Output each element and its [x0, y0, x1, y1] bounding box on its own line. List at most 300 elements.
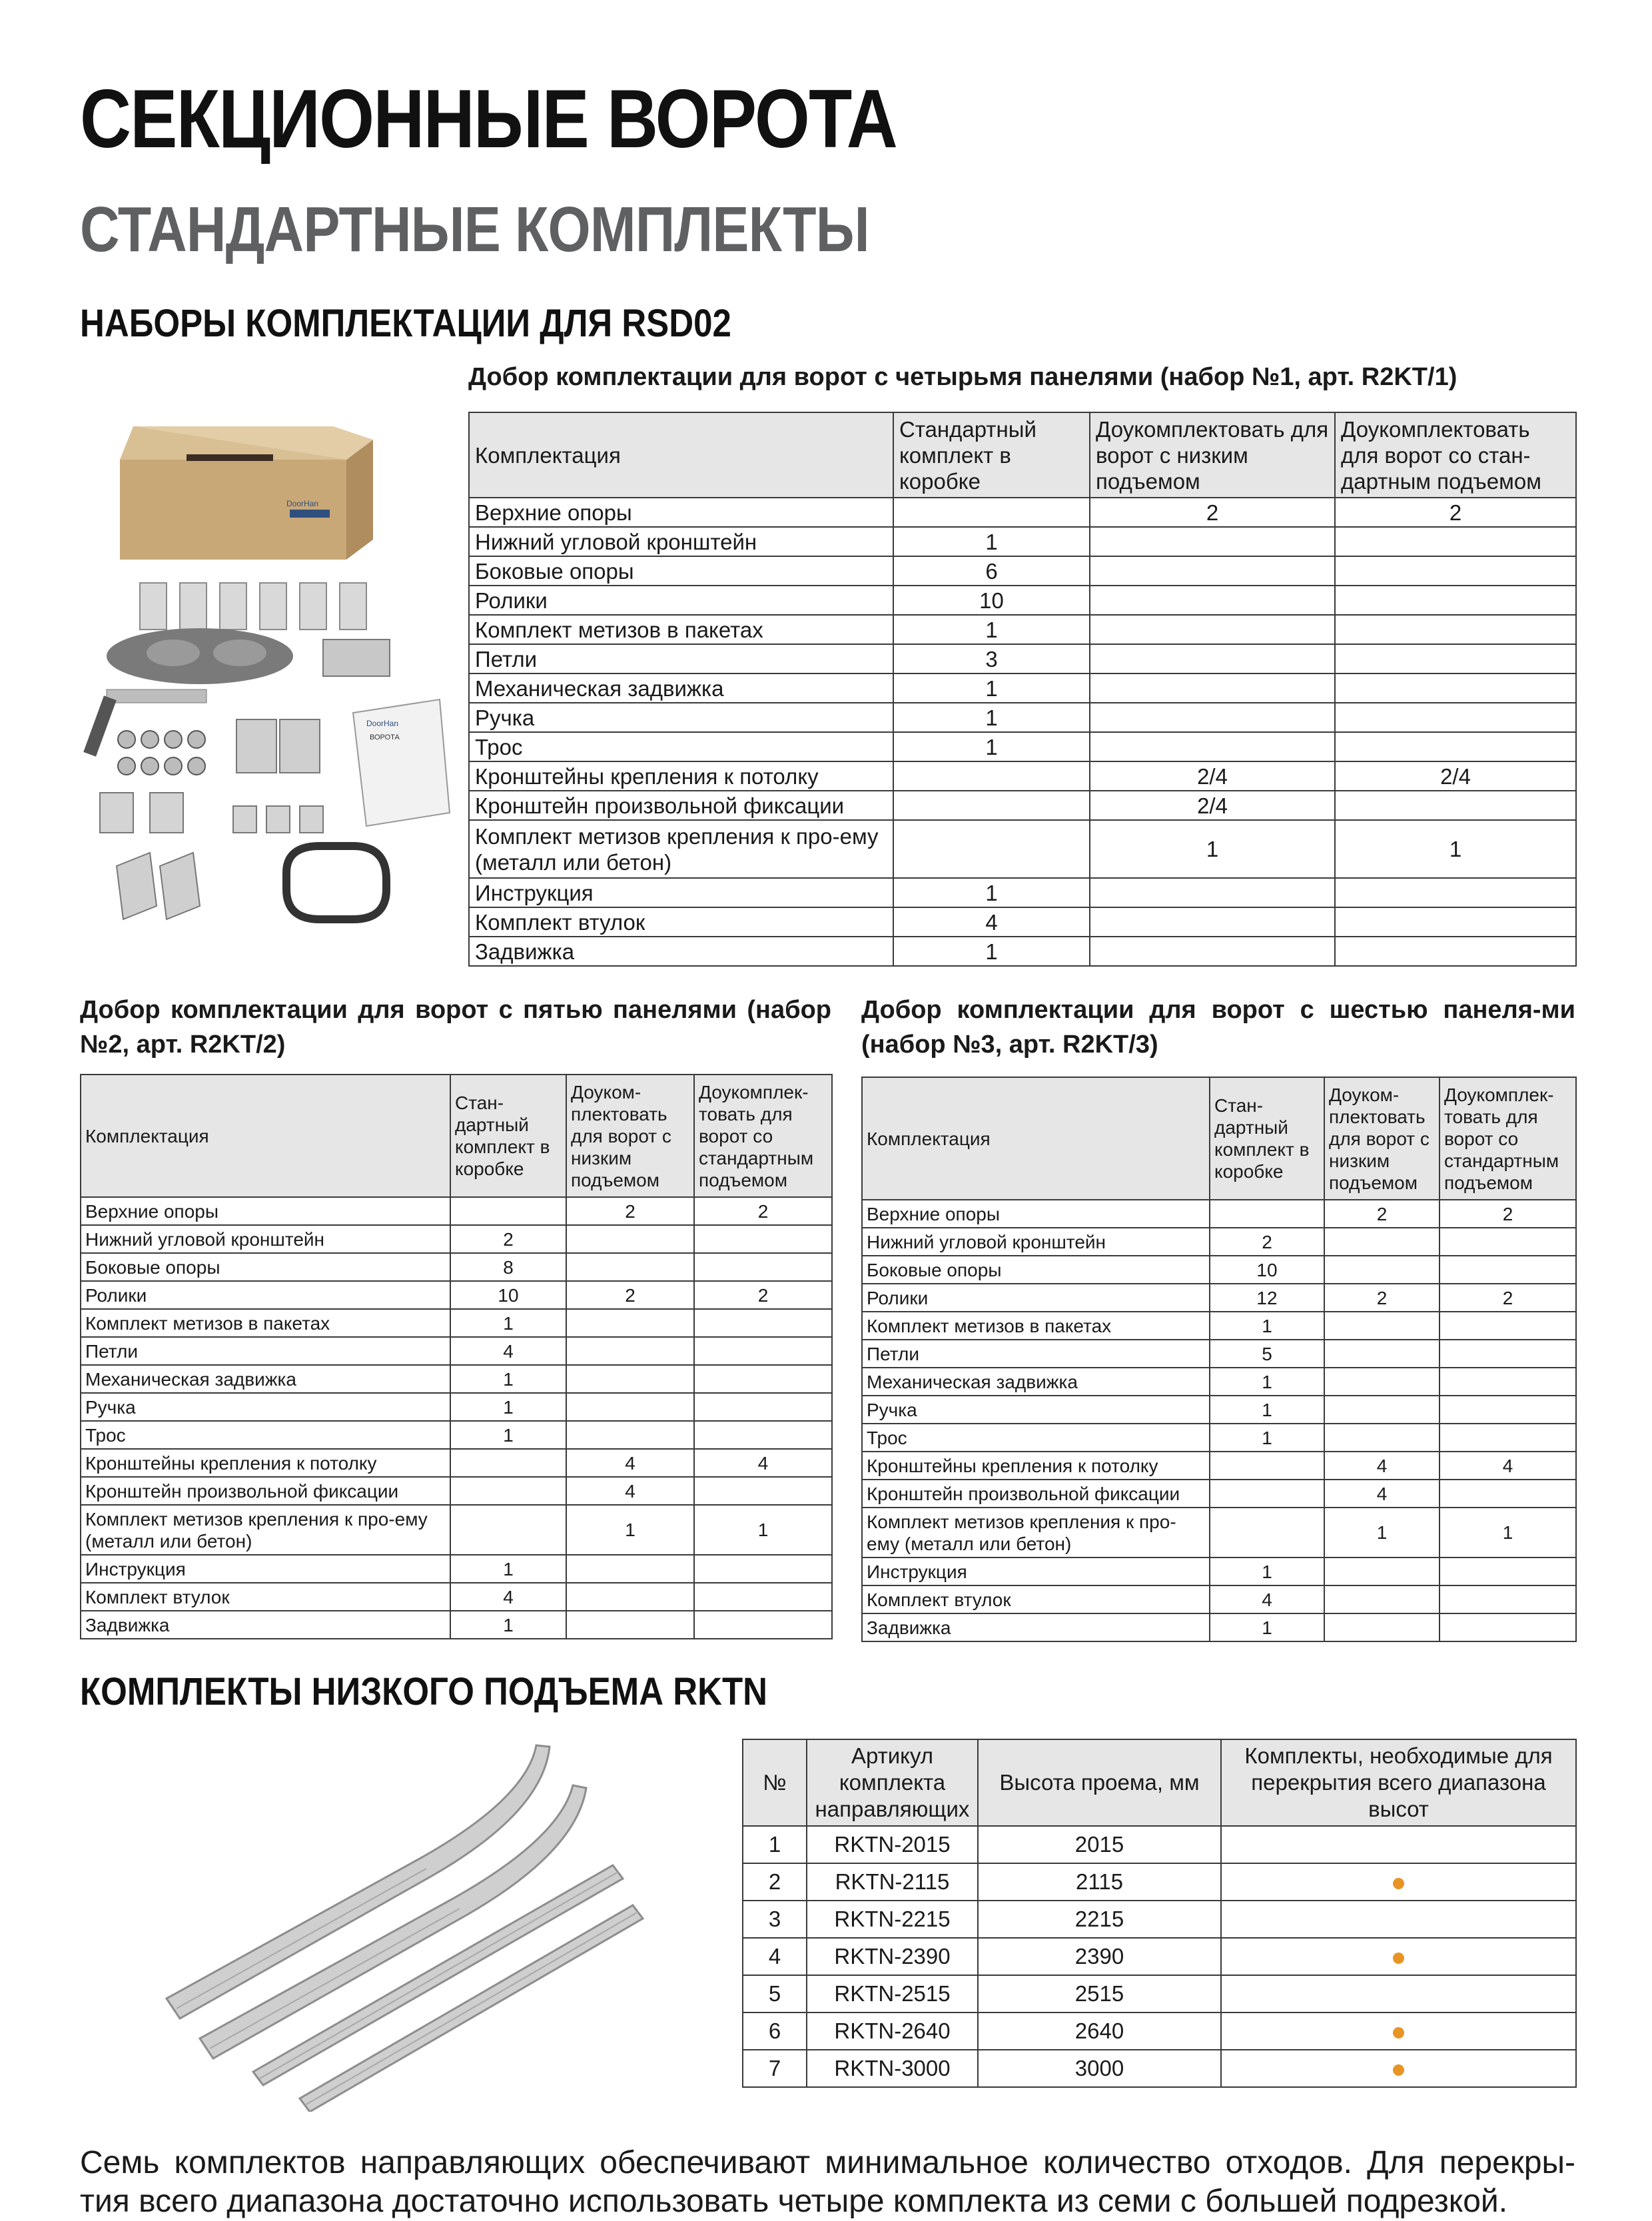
quantity-cell	[1090, 673, 1335, 703]
header-cell: Доуком-плектовать для ворот с низким подъемом	[1324, 1077, 1440, 1200]
quantity-cell	[694, 1393, 832, 1421]
quantity-cell	[1335, 791, 1576, 820]
quantity-cell: 2/4	[1090, 761, 1335, 791]
item-name-cell: Кронштейны крепления к потолку	[469, 761, 893, 791]
quantity-cell	[1440, 1424, 1576, 1452]
quantity-cell: 1	[1210, 1557, 1324, 1585]
table-row	[81, 1583, 832, 1611]
quantity-cell	[1324, 1396, 1440, 1424]
item-name-cell: Кронштейн произвольной фиксации	[81, 1477, 450, 1505]
item-name-cell: Комплект метизов в пакетах	[862, 1312, 1210, 1340]
quantity-cell: 4	[694, 1449, 832, 1477]
quantity-cell: 1	[450, 1365, 566, 1393]
quantity-cell: 1	[1440, 1508, 1576, 1557]
item-name-cell: Инструкция	[469, 878, 893, 907]
table-header-row	[743, 1739, 1576, 1826]
header-cell: Стан-дартный комплект в коробке	[1210, 1077, 1324, 1200]
quantity-cell	[1090, 937, 1335, 966]
header-cell: Комплектация	[469, 412, 893, 498]
item-name-cell: Кронштейн произвольной фиксации	[469, 791, 893, 820]
header-cell: Комплектация	[81, 1075, 450, 1197]
item-name-cell: Задвижка	[81, 1611, 450, 1639]
table-row	[862, 1452, 1576, 1480]
quantity-cell	[1440, 1228, 1576, 1256]
height-cell: 2515	[978, 1975, 1221, 2012]
table1-caption: Добор комплектации для ворот с четырьмя панелями (набор №1, арт. R2KT/1)	[468, 363, 1457, 391]
rails-image	[153, 1739, 646, 2112]
table-row	[862, 1228, 1576, 1256]
item-name-cell: Комплект втулок	[469, 907, 893, 937]
quantity-cell: 2	[1324, 1200, 1440, 1228]
quantity-cell	[566, 1365, 694, 1393]
quantity-cell	[1335, 673, 1576, 703]
quantity-cell: 1	[893, 673, 1090, 703]
article-cell: RKTN-2640	[807, 2012, 978, 2050]
table-header-row	[469, 412, 1576, 498]
quantity-cell	[1335, 556, 1576, 586]
table-row	[469, 498, 1576, 527]
table-row	[469, 673, 1576, 703]
needed-cell	[1221, 2012, 1576, 2050]
quantity-cell: 3	[893, 644, 1090, 673]
table-row	[469, 527, 1576, 556]
header-cell: Доукомплек-товать для ворот со стандартным подъемом	[1440, 1077, 1576, 1200]
quantity-cell: 4	[1324, 1480, 1440, 1508]
item-name-cell: Кронштейны крепления к потолку	[862, 1452, 1210, 1480]
item-name-cell: Трос	[469, 732, 893, 761]
quantity-cell	[1440, 1480, 1576, 1508]
quantity-cell: 1	[893, 732, 1090, 761]
quantity-cell	[1090, 615, 1335, 644]
quantity-cell	[1090, 703, 1335, 732]
item-name-cell: Комплект метизов крепления к про-ему (металл или бетон)	[862, 1508, 1210, 1557]
item-name-cell: Верхние опоры	[469, 498, 893, 527]
quantity-cell: 2/4	[1090, 791, 1335, 820]
quantity-cell: 4	[1210, 1585, 1324, 1613]
quantity-cell	[1324, 1340, 1440, 1368]
quantity-cell	[450, 1197, 566, 1225]
quantity-cell	[694, 1337, 832, 1365]
required-marker-icon	[1393, 1953, 1404, 1964]
item-name-cell: Боковые опоры	[469, 556, 893, 586]
quantity-cell	[1335, 907, 1576, 937]
table-row	[862, 1557, 1576, 1585]
table-row	[743, 1826, 1576, 1863]
quantity-cell	[893, 791, 1090, 820]
quantity-cell	[1440, 1613, 1576, 1641]
row-number-cell: 6	[743, 2012, 807, 2050]
item-name-cell: Ручка	[469, 703, 893, 732]
quantity-cell	[1090, 586, 1335, 615]
quantity-cell	[1440, 1340, 1576, 1368]
quantity-cell	[1324, 1368, 1440, 1396]
quantity-cell: 2	[1440, 1200, 1576, 1228]
table-row	[81, 1555, 832, 1583]
table-row	[81, 1393, 832, 1421]
table-row	[469, 907, 1576, 937]
rktn-table	[742, 1739, 1577, 2088]
box-brand-label: DoorHan	[286, 499, 319, 508]
footer-note: Семь комплектов направляющих обеспечивают минимальное количество отходов. Для перекры-тия всего диапазона достаточно использовать четыре комплекта из семи с большей подрезкой.	[80, 2145, 1575, 2219]
quantity-cell	[1090, 732, 1335, 761]
item-name-cell: Механическая задвижка	[469, 673, 893, 703]
quantity-cell	[450, 1477, 566, 1505]
table-row	[862, 1200, 1576, 1228]
quantity-cell: 2	[1440, 1284, 1576, 1312]
quantity-cell: 2	[694, 1281, 832, 1309]
header-cell: Комплекты, необходимые для перекрытия всего диапазона высот	[1221, 1739, 1576, 1826]
height-cell: 2640	[978, 2012, 1221, 2050]
row-number-cell: 1	[743, 1826, 807, 1863]
quantity-cell: 2/4	[1335, 761, 1576, 791]
item-name-cell: Верхние опоры	[81, 1197, 450, 1225]
table-row	[469, 586, 1576, 615]
quantity-cell	[1324, 1557, 1440, 1585]
quantity-cell	[566, 1309, 694, 1337]
quantity-cell	[1440, 1585, 1576, 1613]
quantity-cell: 1	[1210, 1368, 1324, 1396]
table-row	[862, 1340, 1576, 1368]
quantity-cell	[1440, 1557, 1576, 1585]
table-header-row	[862, 1077, 1576, 1200]
kit-contents-image	[67, 413, 460, 933]
row-number-cell: 2	[743, 1863, 807, 1901]
quantity-cell	[1440, 1368, 1576, 1396]
item-name-cell: Ручка	[862, 1396, 1210, 1424]
quantity-cell	[1324, 1613, 1440, 1641]
item-name-cell: Ручка	[81, 1393, 450, 1421]
quantity-cell: 1	[566, 1505, 694, 1555]
table-row	[743, 2050, 1576, 2087]
quantity-cell: 1	[450, 1393, 566, 1421]
table-row	[743, 1863, 1576, 1901]
height-cell: 2015	[978, 1826, 1221, 1863]
header-cell: Доукомплектовать для ворот с низким подъемом	[1090, 412, 1335, 498]
item-name-cell: Верхние опоры	[862, 1200, 1210, 1228]
quantity-cell	[1090, 644, 1335, 673]
quantity-cell: 1	[450, 1309, 566, 1337]
quantity-cell	[1090, 878, 1335, 907]
kit-table-2	[80, 1074, 833, 1639]
table3-caption: Добор комплектации для ворот с шестью панеля-ми (набор №3, арт. R2KT/3)	[861, 996, 1575, 1059]
table-row	[862, 1256, 1576, 1284]
quantity-cell: 10	[893, 586, 1090, 615]
article-cell: RKTN-2390	[807, 1938, 978, 1975]
table-row	[81, 1197, 832, 1225]
table2-caption: Добор комплектации для ворот с пятью панелями (набор №2, арт. R2KT/2)	[80, 996, 831, 1059]
quantity-cell: 1	[1210, 1613, 1324, 1641]
item-name-cell: Трос	[862, 1424, 1210, 1452]
item-name-cell: Задвижка	[862, 1613, 1210, 1641]
header-cell: Артикул комплекта направляющих	[807, 1739, 978, 1826]
height-cell: 2390	[978, 1938, 1221, 1975]
required-marker-icon	[1393, 2064, 1404, 2076]
table-row	[81, 1225, 832, 1253]
quantity-cell	[1335, 732, 1576, 761]
page-title: СЕКЦИОННЫЕ ВОРОТА	[80, 73, 897, 165]
quantity-cell	[694, 1365, 832, 1393]
item-name-cell: Боковые опоры	[862, 1256, 1210, 1284]
quantity-cell	[893, 761, 1090, 791]
table-row	[469, 878, 1576, 907]
needed-cell	[1221, 2050, 1576, 2087]
quantity-cell: 4	[893, 907, 1090, 937]
quantity-cell	[1335, 527, 1576, 556]
quantity-cell	[893, 498, 1090, 527]
height-cell: 3000	[978, 2050, 1221, 2087]
needed-cell	[1221, 1938, 1576, 1975]
quantity-cell: 1	[893, 878, 1090, 907]
quantity-cell	[694, 1225, 832, 1253]
quantity-cell: 2	[1210, 1228, 1324, 1256]
quantity-cell	[1324, 1312, 1440, 1340]
item-name-cell: Кронштейны крепления к потолку	[81, 1449, 450, 1477]
quantity-cell	[694, 1477, 832, 1505]
needed-cell	[1221, 1975, 1576, 2012]
quantity-cell: 1	[694, 1505, 832, 1555]
quantity-cell	[1210, 1200, 1324, 1228]
table-row	[743, 1938, 1576, 1975]
item-name-cell: Нижний угловой кронштейн	[862, 1228, 1210, 1256]
needed-cell	[1221, 1863, 1576, 1901]
header-cell: Доукомплектовать для ворот со стан-дартным подъемом	[1335, 412, 1576, 498]
table-row	[469, 644, 1576, 673]
table-row	[81, 1421, 832, 1449]
quantity-cell	[694, 1611, 832, 1639]
quantity-cell	[1210, 1452, 1324, 1480]
quantity-cell: 1	[1210, 1396, 1324, 1424]
quantity-cell: 12	[1210, 1284, 1324, 1312]
item-name-cell: Петли	[862, 1340, 1210, 1368]
article-cell: RKTN-2515	[807, 1975, 978, 2012]
table-row	[743, 1901, 1576, 1938]
quantity-cell	[1335, 586, 1576, 615]
row-number-cell: 7	[743, 2050, 807, 2087]
article-cell: RKTN-2015	[807, 1826, 978, 1863]
quantity-cell	[1335, 878, 1576, 907]
quantity-cell	[1335, 615, 1576, 644]
item-name-cell: Инструкция	[81, 1555, 450, 1583]
quantity-cell: 1	[893, 937, 1090, 966]
required-marker-icon	[1393, 2027, 1404, 2038]
quantity-cell	[694, 1583, 832, 1611]
quantity-cell: 1	[1210, 1424, 1324, 1452]
item-name-cell: Комплект метизов в пакетах	[469, 615, 893, 644]
table-row	[81, 1611, 832, 1639]
row-number-cell: 5	[743, 1975, 807, 2012]
quantity-cell: 1	[1324, 1508, 1440, 1557]
quantity-cell: 1	[450, 1611, 566, 1639]
item-name-cell: Комплект метизов в пакетах	[81, 1309, 450, 1337]
quantity-cell: 2	[1324, 1284, 1440, 1312]
required-marker-icon	[1393, 1878, 1404, 1889]
quantity-cell	[1335, 703, 1576, 732]
quantity-cell	[566, 1421, 694, 1449]
item-name-cell: Механическая задвижка	[81, 1365, 450, 1393]
table-row	[469, 791, 1576, 820]
header-cell: Высота проема, мм	[978, 1739, 1221, 1826]
table-row	[469, 703, 1576, 732]
quantity-cell	[566, 1253, 694, 1281]
booklet-brand-label: DoorHan	[366, 719, 399, 728]
quantity-cell: 1	[1335, 820, 1576, 878]
table-row	[862, 1424, 1576, 1452]
table-row	[469, 615, 1576, 644]
quantity-cell	[1324, 1585, 1440, 1613]
quantity-cell: 4	[1440, 1452, 1576, 1480]
quantity-cell: 2	[566, 1197, 694, 1225]
header-cell: №	[743, 1739, 807, 1826]
quantity-cell	[694, 1555, 832, 1583]
quantity-cell	[1090, 527, 1335, 556]
quantity-cell: 1	[450, 1421, 566, 1449]
quantity-cell	[450, 1449, 566, 1477]
section-title-rsd02: НАБОРЫ КОМПЛЕКТАЦИИ ДЛЯ RSD02	[80, 302, 731, 345]
height-cell: 2115	[978, 1863, 1221, 1901]
table-row	[743, 2012, 1576, 2050]
quantity-cell: 1	[893, 703, 1090, 732]
item-name-cell: Петли	[81, 1337, 450, 1365]
row-number-cell: 3	[743, 1901, 807, 1938]
quantity-cell: 10	[1210, 1256, 1324, 1284]
table-row	[81, 1449, 832, 1477]
quantity-cell	[1090, 907, 1335, 937]
quantity-cell: 4	[450, 1337, 566, 1365]
quantity-cell	[1324, 1228, 1440, 1256]
item-name-cell: Петли	[469, 644, 893, 673]
row-number-cell: 4	[743, 1938, 807, 1975]
article-cell: RKTN-3000	[807, 2050, 978, 2087]
page-subtitle: СТАНДАРТНЫЕ КОМПЛЕКТЫ	[80, 194, 869, 265]
quantity-cell: 2	[694, 1197, 832, 1225]
item-name-cell: Комплект втулок	[862, 1585, 1210, 1613]
quantity-cell	[566, 1583, 694, 1611]
table-row	[81, 1365, 832, 1393]
quantity-cell	[1440, 1396, 1576, 1424]
item-name-cell: Ролики	[81, 1281, 450, 1309]
table-row	[81, 1253, 832, 1281]
quantity-cell: 5	[1210, 1340, 1324, 1368]
quantity-cell	[694, 1309, 832, 1337]
booklet-title-label: ВОРОТА	[370, 733, 400, 741]
table-row	[862, 1312, 1576, 1340]
table-row	[81, 1309, 832, 1337]
quantity-cell	[1210, 1508, 1324, 1557]
quantity-cell: 1	[1210, 1312, 1324, 1340]
needed-cell	[1221, 1826, 1576, 1863]
table-header-row	[81, 1075, 832, 1197]
quantity-cell	[450, 1505, 566, 1555]
quantity-cell: 1	[893, 527, 1090, 556]
item-name-cell: Механическая задвижка	[862, 1368, 1210, 1396]
quantity-cell	[893, 820, 1090, 878]
item-name-cell: Ролики	[469, 586, 893, 615]
quantity-cell	[566, 1225, 694, 1253]
quantity-cell	[566, 1393, 694, 1421]
quantity-cell: 2	[450, 1225, 566, 1253]
table-row	[862, 1585, 1576, 1613]
table-row	[469, 732, 1576, 761]
item-name-cell: Комплект метизов крепления к про-ему (металл или бетон)	[81, 1505, 450, 1555]
table-row	[862, 1508, 1576, 1557]
item-name-cell: Комплект втулок	[81, 1583, 450, 1611]
table-row	[862, 1480, 1576, 1508]
item-name-cell: Нижний угловой кронштейн	[81, 1225, 450, 1253]
header-cell: Доукомплек-товать для ворот со стандартным подъемом	[694, 1075, 832, 1197]
item-name-cell: Ролики	[862, 1284, 1210, 1312]
table-row	[862, 1368, 1576, 1396]
quantity-cell	[1324, 1256, 1440, 1284]
header-cell: Стан-дартный комплект в коробке	[450, 1075, 566, 1197]
table-row	[469, 556, 1576, 586]
height-cell: 2215	[978, 1901, 1221, 1938]
kit-table-3	[861, 1077, 1577, 1642]
item-name-cell: Инструкция	[862, 1557, 1210, 1585]
quantity-cell	[1335, 937, 1576, 966]
quantity-cell	[1440, 1312, 1576, 1340]
quantity-cell: 4	[1324, 1452, 1440, 1480]
quantity-cell: 4	[450, 1583, 566, 1611]
table-row	[81, 1477, 832, 1505]
quantity-cell: 4	[566, 1449, 694, 1477]
quantity-cell: 1	[893, 615, 1090, 644]
table-row	[469, 937, 1576, 966]
table-row	[862, 1396, 1576, 1424]
article-cell: RKTN-2115	[807, 1863, 978, 1901]
quantity-cell: 2	[1090, 498, 1335, 527]
quantity-cell: 10	[450, 1281, 566, 1309]
quantity-cell	[1324, 1424, 1440, 1452]
item-name-cell: Боковые опоры	[81, 1253, 450, 1281]
table-row	[81, 1281, 832, 1309]
table-row	[469, 761, 1576, 791]
table-row	[862, 1284, 1576, 1312]
quantity-cell	[1335, 644, 1576, 673]
quantity-cell	[694, 1421, 832, 1449]
quantity-cell: 8	[450, 1253, 566, 1281]
kit-table-1	[468, 412, 1577, 967]
article-cell: RKTN-2215	[807, 1901, 978, 1938]
quantity-cell: 6	[893, 556, 1090, 586]
table-row	[81, 1505, 832, 1555]
quantity-cell	[1090, 556, 1335, 586]
table-row	[469, 820, 1576, 878]
quantity-cell: 1	[1090, 820, 1335, 878]
quantity-cell	[1440, 1256, 1576, 1284]
section-title-rktn: КОМПЛЕКТЫ НИЗКОГО ПОДЪЕМА RKTN	[80, 1670, 767, 1713]
quantity-cell	[566, 1555, 694, 1583]
quantity-cell: 1	[450, 1555, 566, 1583]
item-name-cell: Трос	[81, 1421, 450, 1449]
quantity-cell: 2	[566, 1281, 694, 1309]
needed-cell	[1221, 1901, 1576, 1938]
table-row	[81, 1337, 832, 1365]
item-name-cell: Кронштейн произвольной фиксации	[862, 1480, 1210, 1508]
quantity-cell	[694, 1253, 832, 1281]
header-cell: Доуком-плектовать для ворот с низким подъемом	[566, 1075, 694, 1197]
table-row	[862, 1613, 1576, 1641]
quantity-cell	[566, 1337, 694, 1365]
quantity-cell: 2	[1335, 498, 1576, 527]
quantity-cell	[1210, 1480, 1324, 1508]
table-row	[743, 1975, 1576, 2012]
item-name-cell: Комплект метизов крепления к про-ему (металл или бетон)	[469, 820, 893, 878]
item-name-cell: Задвижка	[469, 937, 893, 966]
header-cell: Комплектация	[862, 1077, 1210, 1200]
item-name-cell: Нижний угловой кронштейн	[469, 527, 893, 556]
quantity-cell	[566, 1611, 694, 1639]
header-cell: Стандартный комплект в коробке	[893, 412, 1090, 498]
